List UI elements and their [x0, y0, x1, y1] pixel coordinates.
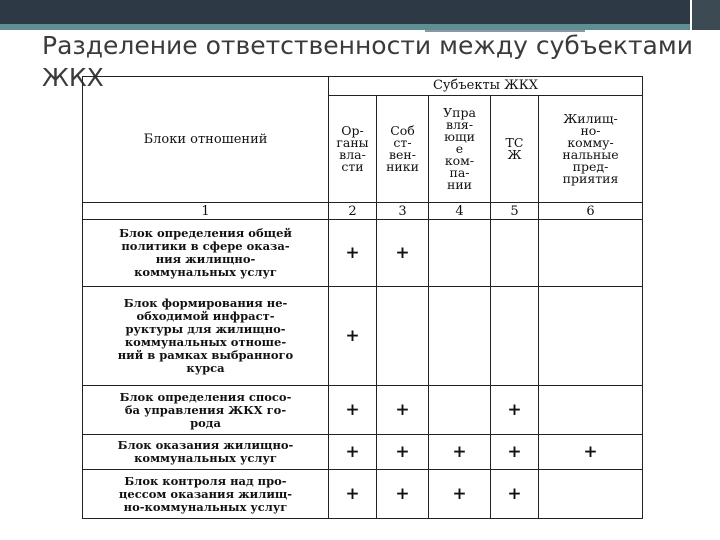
- responsibility-mark-cell: +: [377, 435, 429, 470]
- title-bar-dark-strip: [0, 0, 690, 24]
- table-row: [83, 470, 643, 519]
- responsibility-mark-cell: +: [429, 470, 491, 519]
- responsibility-mark-cell: +: [377, 386, 429, 435]
- responsibility-mark-cell: [377, 287, 429, 386]
- responsibility-mark-cell: [539, 287, 643, 386]
- block-title-cell: Блок контроля над про- цессом оказания жилищ- но-коммунальных услуг: [83, 470, 329, 519]
- table-row: [83, 287, 643, 386]
- responsibility-mark-cell: +: [329, 220, 377, 287]
- title-bar-end-block: [692, 0, 720, 30]
- table-row: [83, 435, 643, 470]
- responsibility-mark-cell: +: [491, 435, 539, 470]
- subject-column-header: Соб ст- вен- ники: [377, 96, 429, 203]
- responsibility-mark-cell: +: [377, 470, 429, 519]
- responsibility-mark-cell: [491, 220, 539, 287]
- responsibility-table-container: [82, 76, 643, 519]
- block-title-cell: Блок определения общей политики в сфере оказа- ния жилищно- коммунальных услуг: [83, 220, 329, 287]
- responsibility-mark-cell: [539, 386, 643, 435]
- subjects-header: Субъекты ЖКХ: [329, 77, 643, 96]
- subject-column-header: Упра вля- ющи е ком- па- нии: [429, 96, 491, 203]
- column-number: 1: [83, 203, 329, 220]
- responsibility-table: [82, 76, 643, 519]
- responsibility-mark-cell: [429, 220, 491, 287]
- responsibility-mark-cell: [491, 287, 539, 386]
- column-number: 4: [429, 203, 491, 220]
- responsibility-mark-cell: +: [329, 386, 377, 435]
- column-number: 3: [377, 203, 429, 220]
- responsibility-mark-cell: +: [377, 220, 429, 287]
- column-number: 5: [491, 203, 539, 220]
- blocks-header: Блоки отношений: [83, 77, 329, 203]
- responsibility-mark-cell: [429, 386, 491, 435]
- block-title-cell: Блок оказания жилищно- коммунальных услуг: [83, 435, 329, 470]
- responsibility-mark-cell: +: [491, 470, 539, 519]
- column-number: 6: [539, 203, 643, 220]
- subject-column-header: Ор- ганы вла- сти: [329, 96, 377, 203]
- responsibility-mark-cell: +: [329, 435, 377, 470]
- responsibility-mark-cell: +: [491, 386, 539, 435]
- block-title-cell: Блок определения спосо- ба управления ЖКХ го- рода: [83, 386, 329, 435]
- responsibility-mark-cell: +: [329, 287, 377, 386]
- responsibility-mark-cell: +: [539, 435, 643, 470]
- responsibility-mark-cell: +: [329, 470, 377, 519]
- column-number: 2: [329, 203, 377, 220]
- subject-column-header: ТС Ж: [491, 96, 539, 203]
- block-title-cell: Блок формирования не- обходимой инфраст- руктуры для жилищно- коммунальных отноше- ний в рамках выбранного курса: [83, 287, 329, 386]
- responsibility-mark-cell: [539, 220, 643, 287]
- responsibility-mark-cell: +: [429, 435, 491, 470]
- table-row: [83, 220, 643, 287]
- responsibility-mark-cell: [429, 287, 491, 386]
- responsibility-mark-cell: [539, 470, 643, 519]
- table-row: [83, 386, 643, 435]
- subject-column-header: Жилищ- но- комму- нальные пред- приятия: [539, 96, 643, 203]
- slide-title: Разделение ответственности между субъектами ЖКХ: [42, 31, 693, 92]
- title-bar-decoration: [0, 0, 720, 30]
